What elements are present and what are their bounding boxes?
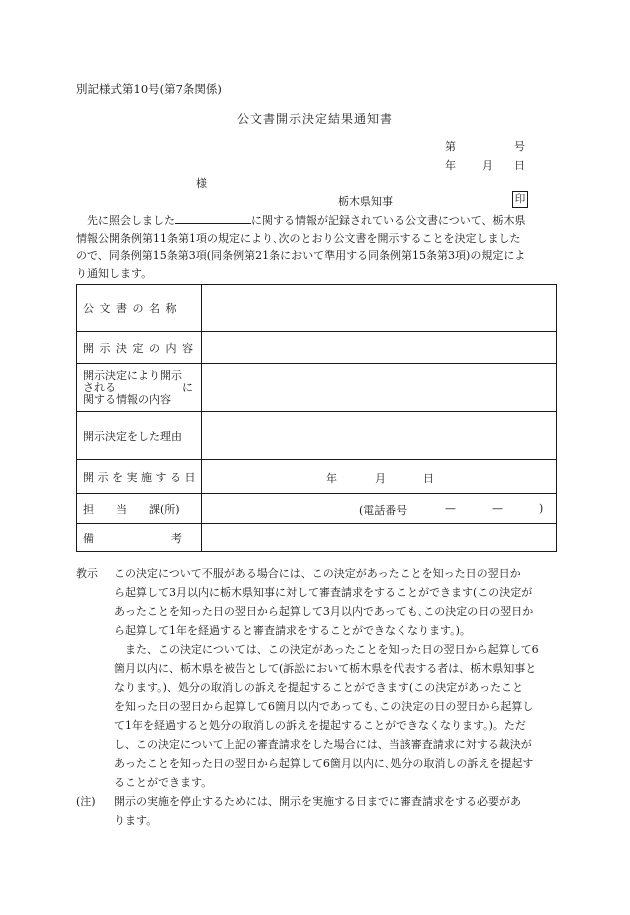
label-decision-content: 開 示 決 定 の 内 容 — [77, 332, 202, 364]
intro-text: 先に照会しました — [87, 214, 175, 227]
kyoji-block — [76, 564, 560, 792]
note-line: て1年を経過すると処分の取消しの訴えを提起することができなくなります。)。ただ — [114, 719, 526, 732]
value-disclosed-info — [202, 364, 557, 412]
intro-line: ので、同条例第15条第3項(同条例第21条において準用する同条例第15条第3項)の規定によ — [76, 249, 526, 262]
page-title: 公文書開示決定結果通知書 — [236, 112, 393, 126]
label-disclosed-info — [77, 364, 202, 412]
kyoji-heading: 教示 — [76, 567, 98, 580]
date-day: 日 — [423, 472, 434, 485]
value-remarks — [202, 524, 557, 552]
chu-body — [114, 792, 560, 830]
form-label: 別記様式第10号(第7条関係) — [76, 82, 222, 96]
date-year: 年 — [326, 472, 337, 485]
date-year: 年 — [445, 159, 456, 172]
note-line: 開示の実施を停止するためには、開示を実施する日までに審査請求をする必要があ — [114, 795, 521, 808]
label-decision-reason: 開示決定をした理由 — [77, 412, 202, 460]
issuer-name: 栃木県知事 — [338, 195, 393, 208]
note-line: 箇月以内に、栃木県を被告として(訴訟において栃木県を代表する者は、栃木県知事と — [114, 662, 537, 675]
label-line: 関する情報の内容 — [83, 392, 171, 406]
phone-close: ) — [539, 502, 544, 515]
table-row — [77, 460, 557, 494]
note-line: ら起算して1年を経過すると審査請求をすることができなくなります。)。 — [114, 624, 471, 637]
table-row — [77, 494, 557, 524]
label-disclosure-date: 開 示 を 実 施 す る 日 — [77, 460, 202, 494]
date-month: 月 — [375, 472, 386, 485]
note-line: ることができます。 — [114, 776, 213, 789]
note-line: あったことを知った日の翌日から起算して3月以内であっても､この決定の日の翌日か — [114, 605, 534, 618]
decision-table — [76, 284, 557, 552]
blank-underline — [175, 213, 251, 224]
recipient-suffix: 様 — [196, 177, 207, 190]
intro-text: に関する情報が記録されている公文書について、栃木県 — [251, 214, 526, 227]
table-row — [77, 364, 557, 412]
note-line: この決定について不服がある場合には、この決定があったことを知った日の翌日か — [114, 567, 521, 580]
value-decision-reason — [202, 412, 557, 460]
notes-section — [76, 564, 560, 830]
table-row — [77, 285, 557, 332]
intro-paragraph — [76, 212, 560, 282]
intro-line — [76, 212, 560, 230]
intro-line: り通知します。 — [76, 266, 153, 280]
table-row — [77, 332, 557, 364]
note-line: を知った日の翌日から起算して6箇月以内であっても､この決定の日の翌日から起算し — [114, 700, 534, 713]
date-day: 日 — [514, 159, 525, 172]
label-text: に — [182, 380, 193, 394]
label-text: される — [83, 380, 116, 394]
phone-dash: — — [445, 502, 456, 515]
value-disclosure-date — [202, 460, 557, 494]
phone-label: (電話番号 — [359, 504, 408, 517]
note-line: し、この決定について上記の審査請求をした場合には、当該審査請求に対する裁決が — [114, 738, 532, 751]
table-row — [77, 524, 557, 552]
value-department — [202, 494, 557, 524]
label-remarks: 備 考 — [77, 524, 202, 552]
label-line: 開示決定により開示 — [83, 368, 182, 382]
seal-icon: 印 — [512, 191, 528, 208]
note-line: ら起算して3月以内に栃木県知事に対して審査請求をすることができます(この決定が — [114, 586, 533, 599]
note-line: あったことを知った日の翌日から起算して6箇月以内に､処分の取消しの訴えを提起す — [114, 757, 534, 770]
number-suffix: 号 — [514, 140, 525, 153]
table-row — [77, 412, 557, 460]
note-line: ります。 — [114, 814, 158, 827]
value-decision-content — [202, 332, 557, 364]
kyoji-body — [114, 564, 560, 792]
phone-dash: — — [492, 502, 503, 515]
label-document-name: 公 文 書 の 名 称 — [77, 285, 202, 332]
label-line — [83, 382, 201, 394]
chu-block — [76, 792, 560, 830]
note-line: なります。)、処分の取消しの訴えを提起することができます(この決定があったこと — [114, 681, 524, 694]
note-line: また、この決定については、この決定があったことを知った日の翌日から起算して6 — [125, 643, 539, 656]
number-prefix: 第 — [445, 140, 456, 153]
date-month: 月 — [482, 159, 493, 172]
label-department: 担 当 課(所) — [77, 494, 202, 524]
value-document-name — [202, 285, 557, 332]
intro-line: 情報公開条例第11条第1項の規定により､次のとおり公文書を開示することを決定しました — [76, 231, 521, 245]
chu-heading: (注) — [76, 795, 96, 808]
